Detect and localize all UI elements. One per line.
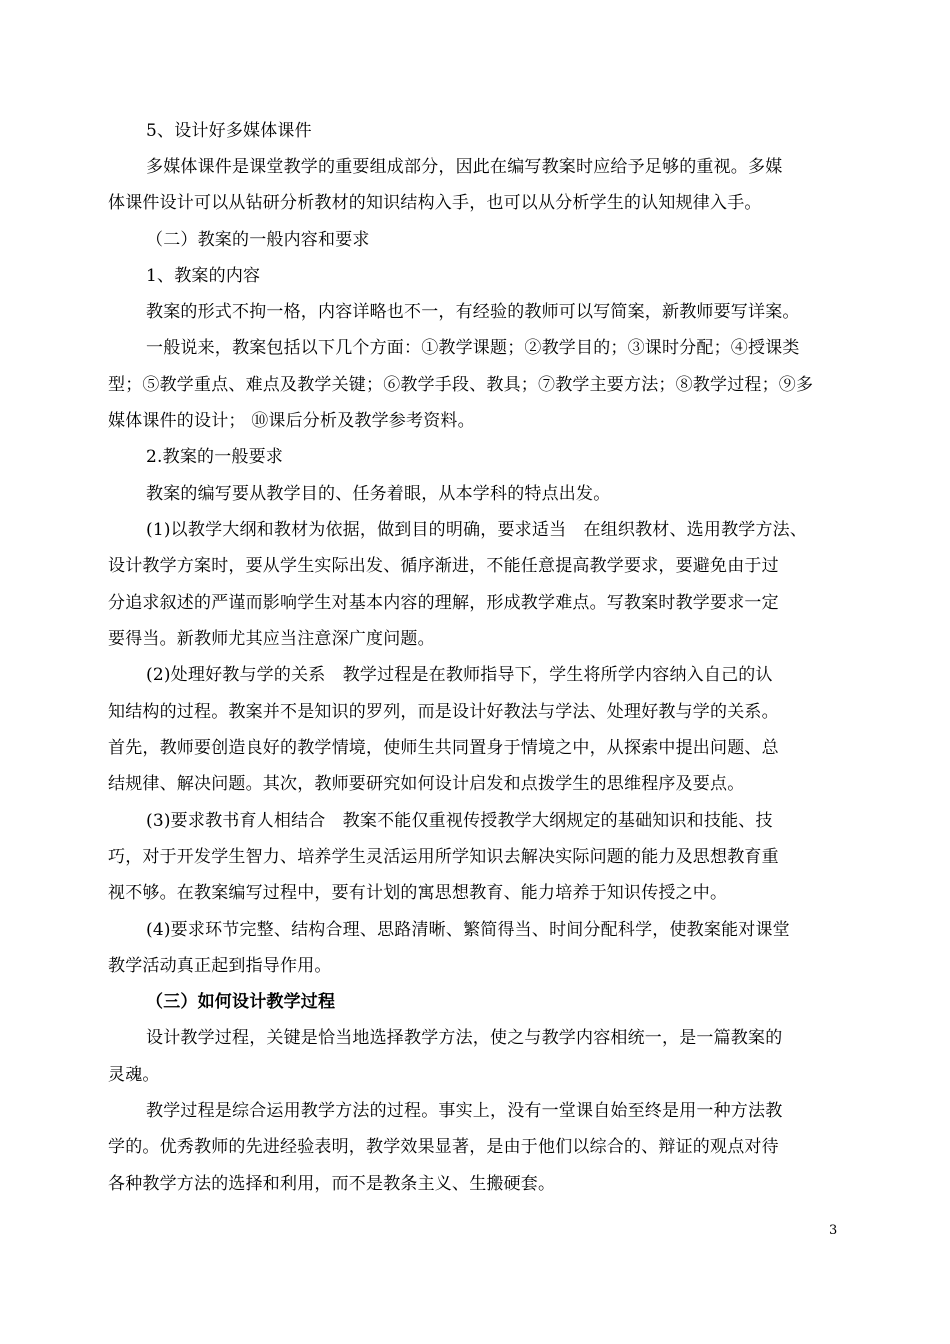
paragraph-line: 视不够。在教案编写过程中，要有计划的寓思想教育、能力培养于知识传授之中。	[108, 883, 728, 903]
paragraph-line: (3)要求教书育人相结合 教案不能仅重视传授教学大纲规定的基础知识和技能、技	[146, 811, 773, 831]
paragraph-line: 知结构的过程。教案并不是知识的罗列，而是设计好教法与学法、处理好教与学的关系。	[108, 702, 779, 722]
paragraph-line: 巧，对于开发学生智力、培养学生灵活运用所学知识去解决实际问题的能力及思想教育重	[108, 847, 779, 867]
subheading-general-requirements: 2.教案的一般要求	[146, 447, 284, 467]
paragraph-line: 设计教学方案时，要从学生实际出发、循序渐进，不能任意提高教学要求，要避免由于过	[108, 556, 779, 576]
paragraph-line: (1)以教学大纲和教材为依据，做到目的明确，要求适当 在组织教材、选用教学方法、	[146, 520, 808, 540]
paragraph-line: 教案的形式不拘一格，内容详略也不一，有经验的教师可以写简案，新教师要写详案。	[146, 302, 800, 322]
paragraph-line: (2)处理好教与学的关系 教学过程是在教师指导下，学生将所学内容纳入自己的认	[146, 665, 773, 685]
paragraph-line: 教学过程是综合运用教学方法的过程。事实上，没有一堂课自始至终是用一种方法教	[146, 1101, 783, 1121]
paragraph-line: 设计教学过程，关键是恰当地选择教学方法，使之与教学内容相统一，是一篇教案的	[146, 1028, 783, 1048]
section-heading-lesson-plan-content: （二）教案的一般内容和要求	[146, 230, 370, 250]
paragraph-line: 学的。优秀教师的先进经验表明，教学效果显著，是由于他们以综合的、辩证的观点对待	[108, 1137, 779, 1157]
paragraph-line: 分追求叙述的严谨而影响学生对基本内容的理解，形成教学难点。写教案时教学要求一定	[108, 593, 779, 613]
paragraph-line: 要得当。新教师尤其应当注意深广度问题。	[108, 629, 435, 649]
paragraph-line: 灵魂。	[108, 1065, 160, 1085]
page-number: 3	[829, 1223, 838, 1238]
paragraph-line: 多媒体课件是课堂教学的重要组成部分，因此在编写教案时应给予足够的重视。多媒	[146, 157, 783, 177]
paragraph-line: 教学活动真正起到指导作用。	[108, 956, 332, 976]
paragraph-line: 首先，教师要创造良好的教学情境，使师生共同置身于情境之中，从探索中提出问题、总	[108, 738, 779, 758]
paragraph-line: 结规律、解决问题。其次，教师要研究如何设计启发和点拨学生的思维程序及要点。	[108, 774, 745, 794]
heading-multimedia-courseware: 5、设计好多媒体课件	[146, 121, 312, 141]
section-heading-design-teaching-process: （三）如何设计教学过程	[146, 992, 336, 1012]
paragraph-line: 各种教学方法的选择和利用，而不是教条主义、生搬硬套。	[108, 1174, 556, 1194]
paragraph-line: 一般说来，教案包括以下几个方面：①教学课题；②教学目的；③课时分配；④授课类	[146, 338, 800, 358]
paragraph-line: 媒体课件的设计； ⑩课后分析及教学参考资料。	[108, 411, 475, 431]
subheading-lesson-plan-content: 1、教案的内容	[146, 266, 261, 286]
paragraph-line: (4)要求环节完整、结构合理、思路清晰、繁简得当、时间分配科学，使教案能对课堂	[146, 920, 790, 940]
paragraph-line: 教案的编写要从教学目的、任务着眼，从本学科的特点出发。	[146, 484, 611, 504]
paragraph-line: 体课件设计可以从钻研分析教材的知识结构入手，也可以从分析学生的认知规律入手。	[108, 193, 762, 213]
paragraph-line: 型；⑤教学重点、难点及教学关键；⑥教学手段、教具；⑦教学主要方法；⑧教学过程；⑨多	[108, 375, 814, 395]
